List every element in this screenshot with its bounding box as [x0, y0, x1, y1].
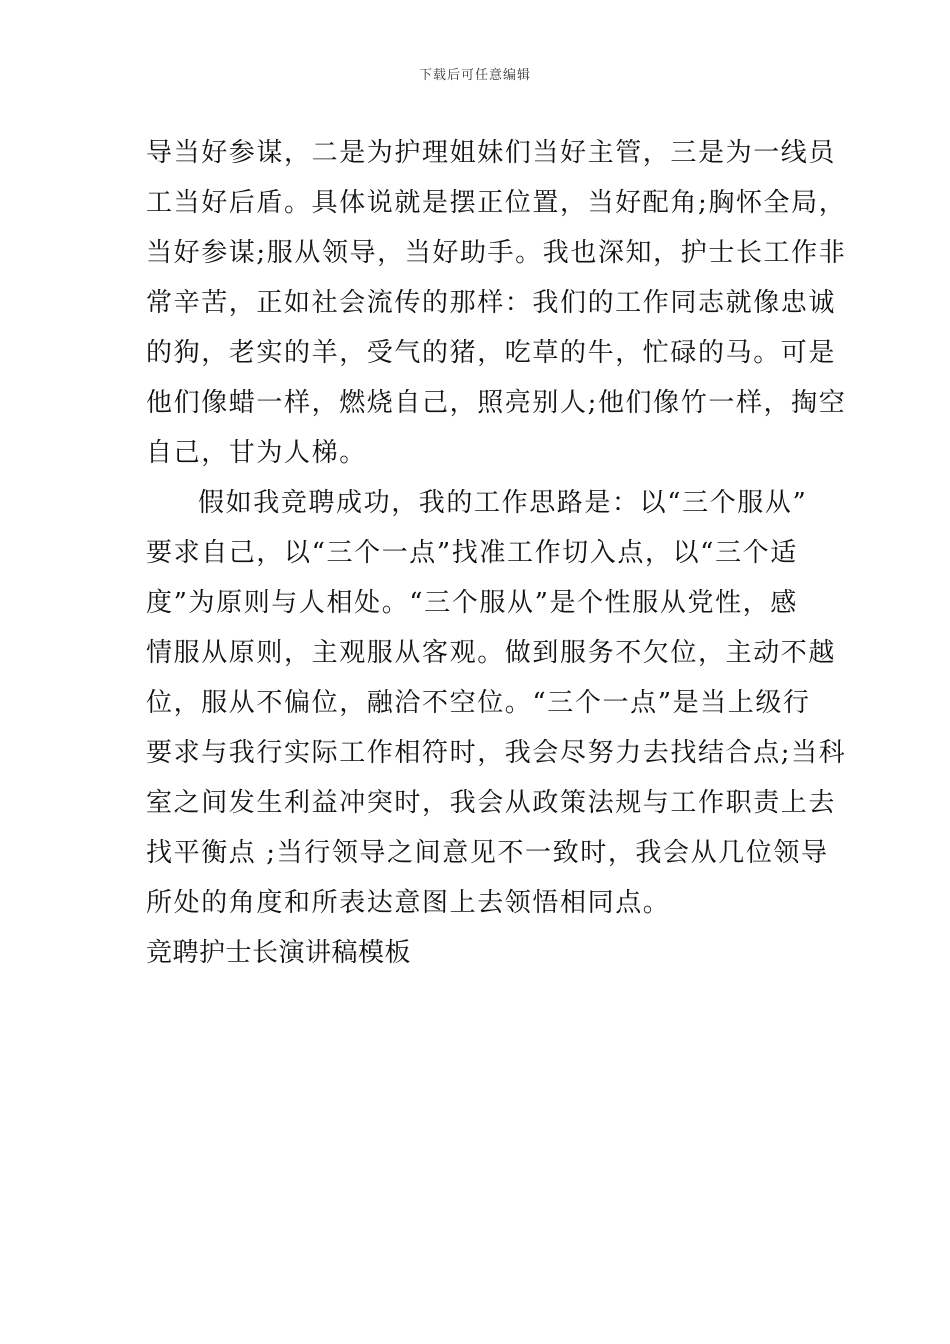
text-line: 情服从原则，主观服从客观。做到服务不欠位，主动不越 — [146, 638, 837, 668]
paragraph-1 — [146, 128, 847, 478]
text-line: 找平衡点 ;当行领导之间意见不一致时，我会从几位领导 — [146, 838, 829, 868]
text-line: 工当好后盾。具体说就是摆正位置，当好配角;胸怀全局， — [146, 188, 847, 218]
paragraph-2 — [146, 478, 847, 928]
text-line: 位，服从不偏位，融洽不空位。“三个一点”是当上级行 — [146, 688, 811, 718]
text-line: 的狗，老实的羊，受气的猪，吃草的牛，忙碌的马。可是 — [146, 338, 837, 368]
text-line: 室之间发生利益冲突时，我会从政策法规与工作职责上去 — [146, 788, 837, 818]
text-line: 度”为原则与人相处。“三个服从”是个性服从党性，感 — [146, 588, 798, 618]
document-body — [146, 128, 847, 978]
text-line: 导当好参谋，二是为护理姐妹们当好主管，三是为一线员 — [146, 138, 837, 168]
text-line: 自己，甘为人梯。 — [146, 438, 367, 468]
text-line: 所处的角度和所表达意图上去领悟相同点。 — [146, 888, 671, 918]
text-line: 他们像蜡一样，燃烧自己，照亮别人;他们像竹一样，掏空 — [146, 388, 847, 418]
text-line: 常辛苦，正如社会流传的那样：我们的工作同志就像忠诚 — [146, 288, 837, 318]
document-title: 竞聘护士长演讲稿模板 — [146, 938, 412, 968]
text-line: 要求与我行实际工作相符时，我会尽努力去找结合点;当科 — [146, 738, 847, 768]
text-line: 假如我竞聘成功，我的工作思路是：以“三个服从” — [198, 488, 808, 518]
text-line: 当好参谋;服从领导，当好助手。我也深知，护士长工作非 — [146, 238, 847, 268]
header-note: 下载后可任意编辑 — [418, 68, 531, 83]
text-line: 要求自己，以“三个一点”找准工作切入点，以“三个适 — [146, 538, 798, 568]
